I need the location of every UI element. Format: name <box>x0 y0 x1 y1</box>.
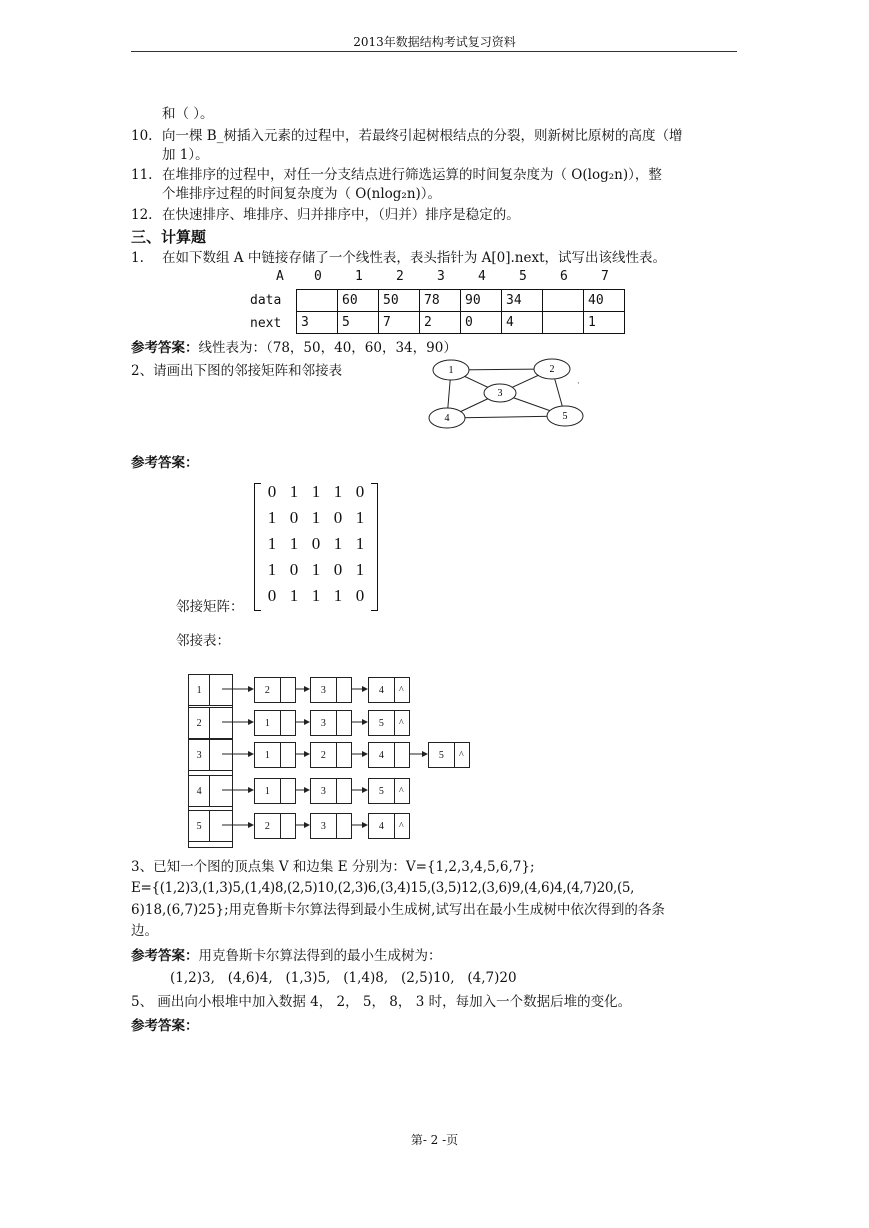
data-cell: 34 <box>502 290 543 312</box>
node-pointer: ^ <box>399 717 404 729</box>
next-cell: 5 <box>338 312 379 334</box>
q10-text: 向一棵 B_树插入元素的过程中，若最终引起树根结点的分裂，则新树比原树的高度（增 <box>162 128 683 144</box>
node-pointer: ^ <box>459 749 464 761</box>
matrix-cell: 1 <box>311 560 321 579</box>
next-cell: 7 <box>379 312 420 334</box>
list-node <box>368 813 410 839</box>
node-vertex: 5 <box>369 779 395 803</box>
c1-answer <box>131 338 457 358</box>
c3-line-3: 6)18,(6,7)25};用克鲁斯卡尔算法得到最小生成树,试写出在最小生成树中依次得到的各条 <box>131 902 665 918</box>
node-vertex: 5 <box>429 743 455 767</box>
matrix-cell: 1 <box>289 534 299 553</box>
c5-answer-label: 参考答案： <box>131 1018 199 1034</box>
c3-line-2: E={(1,2)3,(1,3)5,(1,4)8,(2,5)10,(2,3)6,(3,4)15,(3,5)12,(3,6)9,(4,6)4,(4,7)20,(5, <box>131 880 635 896</box>
node-pointer <box>336 814 351 838</box>
line-continuation: 和（ ）。 <box>162 106 214 122</box>
list-node <box>368 710 410 736</box>
list-node <box>254 778 296 804</box>
array-index: 7 <box>601 269 609 284</box>
matrix-cell: 1 <box>311 586 321 605</box>
adjacency-list-figure <box>176 657 478 849</box>
node-vertex: 3 <box>311 779 337 803</box>
c3-edges: (1,2)3, (4,6)4, (1,3)5, (1,4)8, (2,5)10, (4,7)20 <box>170 970 517 986</box>
list-node <box>310 677 352 703</box>
node-pointer <box>336 779 351 803</box>
node-pointer <box>280 814 295 838</box>
page-number: 第- 2 -页 <box>410 1133 459 1147</box>
next-cell: 2 <box>420 312 461 334</box>
matrix-cell: 1 <box>355 560 365 579</box>
head-cell <box>188 810 233 842</box>
node-pointer <box>280 711 295 735</box>
c3-answer <box>131 946 442 966</box>
node-vertex: 3 <box>311 711 337 735</box>
data-cell <box>543 290 584 312</box>
section-heading: 三、计算题 <box>131 228 207 246</box>
list-node <box>368 742 410 768</box>
head-vertex: 4 <box>189 776 210 806</box>
list-node <box>368 778 410 804</box>
q11-text-cont: 个堆排序过程的时间复杂度为（ O(nlog₂n)）。 <box>162 186 442 202</box>
array-table <box>296 289 625 334</box>
matrix-cell: 1 <box>289 586 299 605</box>
array-index: 5 <box>519 269 527 284</box>
matrix-cell: 0 <box>355 482 365 501</box>
q10-number: 10. <box>131 128 153 144</box>
c1-number: 1. <box>131 250 144 266</box>
node-pointer <box>336 711 351 735</box>
data-cell: 60 <box>338 290 379 312</box>
matrix-cell: 0 <box>333 560 343 579</box>
node-pointer <box>280 779 295 803</box>
node-pointer <box>394 743 409 767</box>
data-cell: 90 <box>461 290 502 312</box>
c3-line-1: 3、已知一个图的顶点集 V 和边集 E 分别为：V={1,2,3,4,5,6,7}; <box>131 859 535 875</box>
list-node <box>310 813 352 839</box>
matrix-cell: 1 <box>355 508 365 527</box>
matrix-cell: 0 <box>311 534 321 553</box>
list-node <box>254 742 296 768</box>
node-pointer <box>336 678 351 702</box>
head-cell <box>188 739 233 771</box>
node-pointer: ^ <box>399 820 404 832</box>
node-vertex: 1 <box>255 743 281 767</box>
array-index: 6 <box>560 269 568 284</box>
array-index: 1 <box>355 269 363 284</box>
list-node <box>254 677 296 703</box>
head-cell <box>188 674 233 706</box>
answer-text: 线性表为：（78，50，40，60，34，90） <box>198 340 457 356</box>
list-label: 邻接表： <box>176 633 230 649</box>
head-cell <box>188 707 233 739</box>
head-vertex: 5 <box>189 811 210 841</box>
node-pointer <box>336 743 351 767</box>
matrix-cell: 0 <box>333 508 343 527</box>
node-vertex: 5 <box>369 711 395 735</box>
data-row-label: data <box>250 293 282 308</box>
list-node <box>254 710 296 736</box>
list-node <box>310 710 352 736</box>
q11-text: 在堆排序的过程中，对任一分支结点进行筛选运算的时间复杂度为（ O(log₂n)），整 <box>162 167 662 183</box>
matrix-cell: 1 <box>333 482 343 501</box>
matrix-cell: 1 <box>333 586 343 605</box>
answer-label: 参考答案： <box>131 948 199 964</box>
list-node <box>310 742 352 768</box>
node-pointer <box>280 678 295 702</box>
graph-node-label: 5 <box>562 411 568 422</box>
node-vertex: 4 <box>369 814 395 838</box>
head-cell <box>188 775 233 807</box>
node-vertex: 1 <box>255 779 281 803</box>
next-cell: 3 <box>297 312 338 334</box>
matrix-cell: 1 <box>267 560 277 579</box>
array-index: 2 <box>396 269 404 284</box>
node-pointer: ^ <box>399 684 404 696</box>
next-row <box>297 312 625 334</box>
q11-number: 11. <box>131 167 153 183</box>
matrix-cell: 0 <box>289 560 299 579</box>
next-cell: 1 <box>584 312 625 334</box>
array-index: 4 <box>478 269 486 284</box>
data-cell: 78 <box>420 290 461 312</box>
matrix-cell: 1 <box>355 534 365 553</box>
array-index: 0 <box>314 269 322 284</box>
answer-text: 用克鲁斯卡尔算法得到的最小生成树为： <box>198 948 442 964</box>
matrix-right-bracket <box>371 483 378 611</box>
matrix-cell: 1 <box>267 534 277 553</box>
matrix-cell: 0 <box>355 586 365 605</box>
q12-text: 在快速排序、堆排序、归并排序中，（归并）排序是稳定的。 <box>162 207 520 223</box>
matrix-cell: 1 <box>289 482 299 501</box>
head-vertex: 1 <box>189 675 210 705</box>
q10-text-cont: 加 1）。 <box>162 147 209 163</box>
node-vertex: 3 <box>311 814 337 838</box>
answer-label: 参考答案： <box>131 340 199 356</box>
node-pointer: ^ <box>399 785 404 797</box>
head-vertex: 3 <box>189 740 210 770</box>
matrix-cell: 0 <box>289 508 299 527</box>
figure-mark: · <box>577 379 580 389</box>
c5-text: 5、 画出向小根堆中加入数据 4， 2， 5， 8， 3 时，每加入一个数据后堆的变化。 <box>131 994 632 1010</box>
matrix-cell: 0 <box>267 482 277 501</box>
list-node <box>310 778 352 804</box>
graph-node-label: 3 <box>497 388 503 399</box>
list-node <box>428 742 470 768</box>
data-cell <box>297 290 338 312</box>
array-index: 3 <box>437 269 445 284</box>
node-vertex: 3 <box>311 678 337 702</box>
c1-text: 在如下数组 A 中链接存储了一个线性表，表头指针为 A[0].next，试写出该线性表。 <box>162 250 667 266</box>
matrix-cell: 1 <box>311 482 321 501</box>
matrix-cell: 1 <box>311 508 321 527</box>
node-vertex: 2 <box>311 743 337 767</box>
array-name: A <box>276 269 284 284</box>
graph-node-label: 4 <box>444 413 450 424</box>
next-cell: 4 <box>502 312 543 334</box>
node-vertex: 4 <box>369 678 395 702</box>
node-pointer <box>280 743 295 767</box>
q12-number: 12. <box>131 207 153 223</box>
next-cell <box>543 312 584 334</box>
data-row <box>297 290 625 312</box>
node-vertex: 4 <box>369 743 395 767</box>
matrix-cell: 1 <box>333 534 343 553</box>
node-vertex: 1 <box>255 711 281 735</box>
c3-line-4: 边。 <box>131 923 158 939</box>
list-node <box>254 813 296 839</box>
node-vertex: 2 <box>255 814 281 838</box>
page-header: 2013年数据结构考试复习资料 <box>353 35 516 49</box>
c2-text: 2、请画出下图的邻接矩阵和邻接表 <box>131 363 343 379</box>
node-vertex: 2 <box>255 678 281 702</box>
adjacency-matrix <box>254 482 384 612</box>
graph-node-label: 1 <box>448 365 454 376</box>
next-row-label: next <box>250 316 282 331</box>
matrix-left-bracket <box>254 483 261 611</box>
next-cell: 0 <box>461 312 502 334</box>
data-cell: 40 <box>584 290 625 312</box>
matrix-cell: 1 <box>267 508 277 527</box>
graph-node-label: 2 <box>549 364 555 375</box>
data-cell: 50 <box>379 290 420 312</box>
graph-figure <box>425 356 585 432</box>
list-node <box>368 677 410 703</box>
matrix-label: 邻接矩阵： <box>176 599 244 615</box>
head-vertex: 2 <box>189 708 210 738</box>
header-rule <box>131 51 737 52</box>
matrix-cell: 0 <box>267 586 277 605</box>
c2-answer-label: 参考答案： <box>131 455 199 471</box>
